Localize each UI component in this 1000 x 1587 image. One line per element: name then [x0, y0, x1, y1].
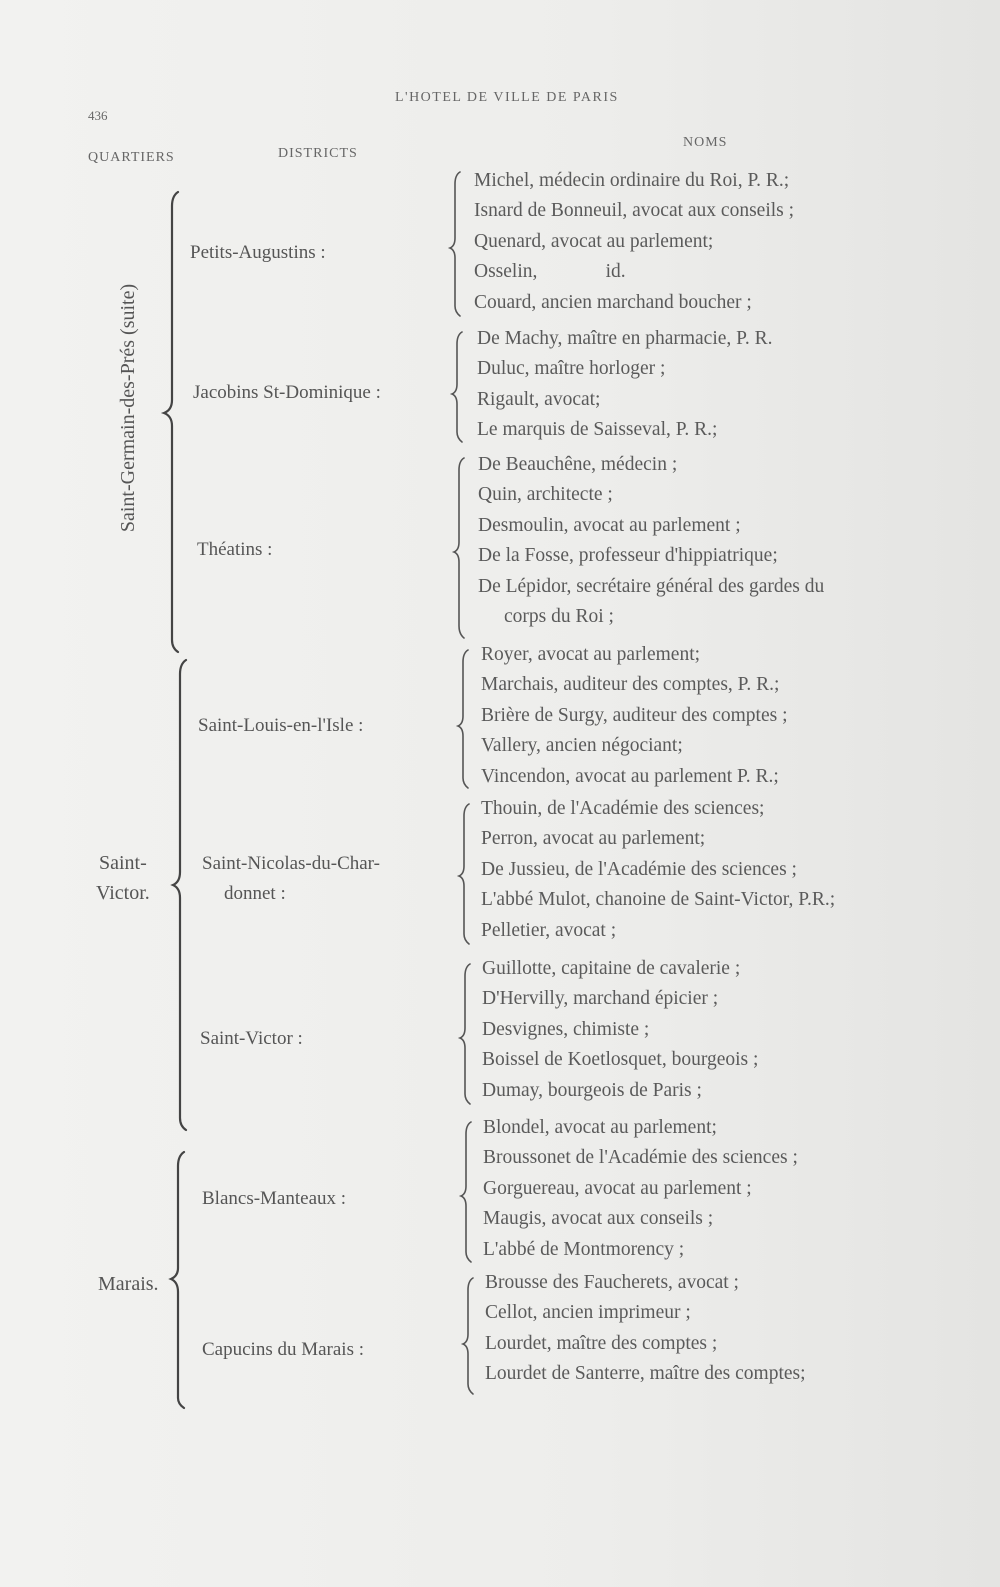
name-entry: Thouin, de l'Académie des sciences;: [481, 798, 765, 819]
name-entry: Boissel de Koetlosquet, bourgeois ;: [482, 1049, 759, 1071]
name-entry: Lourdet de Santerre, maître des comptes;: [485, 1363, 806, 1385]
name-entry: Vallery, ancien négociant;: [481, 735, 683, 757]
district-blancs-manteaux: Blancs-Manteaux :: [202, 1188, 347, 1209]
name-entry: Michel, médecin ordinaire du Roi, P. R.;: [474, 170, 790, 191]
quartier-marais: Marais.: [98, 1273, 159, 1295]
column-header-noms: NOMS: [683, 135, 728, 150]
district-saint-victor: Saint-Victor :: [200, 1028, 303, 1049]
name-entry: Gorguereau, avocat au parlement ;: [483, 1177, 752, 1199]
name-entry: L'abbé Mulot, chanoine de Saint-Victor, P.R.;: [481, 889, 836, 911]
name-entry: Dumay, bourgeois de Paris ;: [482, 1079, 702, 1101]
name-entry: Blondel, avocat au parlement;: [483, 1117, 717, 1138]
name-entry: corps du Roi ;: [504, 606, 614, 628]
brace-quartier-saint-germain: [164, 192, 178, 652]
district-capucins: Capucins du Marais :: [202, 1339, 365, 1360]
district-saint-nicolas-line1: Saint-Nicolas-du-Char-: [202, 853, 380, 874]
name-entry: Desmoulin, avocat au parlement ;: [478, 514, 741, 536]
name-entry: Brousse des Faucherets, avocat ;: [485, 1272, 739, 1293]
name-entry: Marchais, auditeur des comptes, P. R.;: [481, 674, 780, 696]
name-entry: De Beauchêne, médecin ;: [478, 454, 678, 475]
district-theatins: Théatins :: [197, 539, 273, 560]
running-title: L'HOTEL DE VILLE DE PARIS: [395, 90, 619, 105]
brace-district-petits-augustins: [450, 172, 460, 316]
name-entry: Brière de Surgy, auditeur des comptes ;: [481, 704, 788, 726]
name-entry: De Machy, maître en pharmacie, P. R.: [477, 328, 773, 349]
name-entry: Royer, avocat au parlement;: [481, 644, 701, 665]
district-saint-louis: Saint-Louis-en-l'Isle :: [198, 715, 364, 736]
quartier-saint-germain: Saint-Germain-des-Prés (suite): [117, 283, 139, 533]
name-entry: Isnard de Bonneuil, avocat aux conseils ;: [474, 200, 795, 222]
name-entry: D'Hervilly, marchand épicier ;: [482, 988, 719, 1010]
name-entry: Pelletier, avocat ;: [481, 919, 617, 941]
name-entry: De la Fosse, professeur d'hippiatrique;: [478, 545, 778, 567]
name-entry: Couard, ancien marchand boucher ;: [474, 291, 752, 313]
district-petits-augustins: Petits-Augustins :: [190, 242, 326, 263]
brace-district-saint-nicolas: [459, 804, 469, 944]
name-entry: L'abbé de Montmorency ;: [483, 1238, 685, 1260]
name-entry: Guillotte, capitaine de cavalerie ;: [482, 958, 741, 979]
brace-district-theatins: [454, 458, 464, 638]
brace-district-saint-victor: [460, 964, 470, 1104]
name-entry: Le marquis de Saisseval, P. R.;: [477, 419, 718, 441]
brace-district-saint-louis: [458, 650, 468, 788]
name-entry: Vincendon, avocat au parlement P. R.;: [481, 765, 779, 787]
column-header-districts: DISTRICTS: [278, 146, 358, 161]
name-entry: Maugis, avocat aux conseils ;: [483, 1208, 714, 1230]
district-saint-nicolas-line2: donnet :: [224, 883, 286, 904]
brace-quartier-marais: [171, 1152, 184, 1408]
name-entry: Duluc, maître horloger ;: [477, 358, 666, 380]
brace-district-blancs-manteaux: [461, 1122, 471, 1262]
name-entry: Osselin, id.: [474, 261, 626, 283]
name-entry: De Lépidor, secrétaire général des gardes du: [478, 575, 825, 597]
brace-quartier-saint-victor: [173, 660, 186, 1130]
name-entry: Lourdet, maître des comptes ;: [485, 1332, 718, 1354]
name-entry: Perron, avocat au parlement;: [481, 828, 706, 850]
name-entry: Desvignes, chimiste ;: [482, 1018, 650, 1040]
name-entry: De Jussieu, de l'Académie des sciences ;: [481, 858, 797, 880]
brace-district-jacobins: [452, 332, 462, 442]
name-entry: Broussonet de l'Académie des sciences ;: [483, 1147, 798, 1169]
district-jacobins: Jacobins St-Dominique :: [193, 382, 381, 403]
quartier-saint-victor-line1: Saint-: [99, 852, 147, 874]
name-entry: Quenard, avocat au parlement;: [474, 230, 714, 252]
name-entry: Cellot, ancien imprimeur ;: [485, 1302, 691, 1324]
page-number: 436: [88, 108, 108, 123]
brace-district-capucins: [463, 1278, 473, 1394]
name-entry: Rigault, avocat;: [477, 388, 601, 410]
quartier-saint-victor-line2: Victor.: [96, 882, 150, 904]
column-header-quartiers: QUARTIERS: [88, 150, 175, 165]
name-entry: Quin, architecte ;: [478, 484, 613, 506]
